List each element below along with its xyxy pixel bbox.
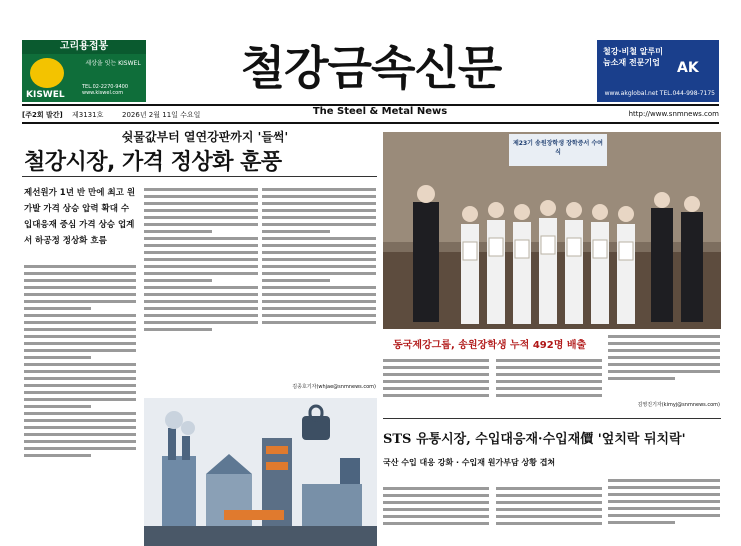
text-line (24, 391, 136, 394)
text-line (262, 202, 376, 205)
text-line (383, 380, 489, 383)
kiswel-tel: TEL.02-2270-9400 www.kiswel.com (82, 84, 129, 96)
text-line (262, 286, 376, 289)
lead-rule (22, 176, 377, 177)
text-line (262, 230, 330, 233)
text-line (383, 394, 489, 397)
text-line (262, 188, 376, 191)
kiswel-tagline: 세상을 잇는 KISWEL (85, 60, 141, 67)
text-line (24, 349, 136, 352)
text-line (24, 398, 136, 401)
text-line (24, 272, 136, 275)
text-line (262, 244, 376, 247)
text-line (608, 335, 720, 338)
text-line (262, 237, 376, 240)
text-line (608, 486, 720, 489)
info-bar (22, 108, 719, 122)
text-line (262, 300, 376, 303)
info-rule (22, 122, 719, 124)
text-line (24, 454, 91, 457)
text-line (383, 522, 489, 525)
text-line (144, 244, 258, 247)
text-line (608, 342, 720, 345)
text-line (608, 370, 720, 373)
text-line (144, 202, 258, 205)
text-line (496, 522, 602, 525)
text-line (496, 366, 602, 369)
text-line (496, 394, 602, 397)
photo-banner: 제23기 송원장학생 장학증서 수여식 (513, 140, 603, 156)
text-line (262, 195, 376, 198)
text-line (262, 272, 376, 275)
factory-illustration-svg (144, 398, 377, 546)
lead-kicker: 쉿물값부터 열연강판까지 '들썩' (121, 130, 289, 144)
text-line (262, 314, 376, 317)
text-line (262, 279, 330, 282)
text-line (24, 321, 136, 324)
photo-article-column-2 (496, 356, 602, 416)
text-line (383, 508, 489, 511)
lead-headline[interactable]: 철강시장, 가격 정상화 훈풍 (24, 150, 282, 175)
ak-logo-icon: AK (677, 60, 699, 76)
text-line (608, 507, 720, 510)
text-line (608, 363, 720, 366)
text-line (144, 230, 212, 233)
text-line (144, 188, 258, 191)
text-line (383, 515, 489, 518)
text-line (24, 405, 91, 408)
kiswel-ad[interactable] (22, 40, 146, 102)
scholarship-ceremony-photo (383, 132, 721, 329)
text-line (262, 307, 376, 310)
text-line (24, 440, 136, 443)
text-line (24, 412, 136, 415)
text-line (144, 300, 258, 303)
text-line (24, 363, 136, 366)
photo-byline: 김영진기자(kimyj@snmnews.com) (637, 402, 720, 408)
issue-number: 제3131호 (72, 111, 104, 119)
text-line (144, 209, 258, 212)
text-line (144, 314, 258, 317)
text-line (262, 265, 376, 268)
text-line (24, 447, 136, 450)
text-line (144, 307, 258, 310)
lead-byline: 김종호기자(whjae@snmnews.com) (292, 384, 376, 390)
text-line (144, 293, 258, 296)
text-line (144, 216, 258, 219)
text-line (24, 265, 136, 268)
kiswel-ad-top: 고리용접봉 (22, 40, 146, 54)
text-line (383, 494, 489, 497)
text-line (496, 508, 602, 511)
lead-subhead: 제선원가 1년 반 만에 최고 원가발 가격 상승 압력 확대 수입대응재 중심 가격 상승 업계서 하공정 정상화 흐름 (24, 188, 136, 246)
text-line (24, 419, 136, 422)
text-line (144, 223, 258, 226)
text-line (496, 494, 602, 497)
text-line (24, 342, 136, 345)
text-line (144, 279, 212, 282)
text-line (496, 487, 602, 490)
text-line (608, 493, 720, 496)
text-line (24, 377, 136, 380)
ak-ad[interactable] (597, 40, 719, 102)
text-line (383, 359, 489, 362)
text-line (496, 373, 602, 376)
text-line (608, 500, 720, 503)
text-line (262, 293, 376, 296)
kiswel-logo-icon (30, 58, 64, 88)
text-line (262, 223, 376, 226)
second-article-rule (383, 418, 721, 419)
second-headline[interactable]: STS 유통시장, 수입대응재·수입재價 '엎치락 뒤치락' (383, 432, 686, 447)
text-line (383, 387, 489, 390)
text-line (383, 487, 489, 490)
text-line (24, 426, 136, 429)
text-line (608, 514, 720, 517)
text-line (262, 258, 376, 261)
newspaper-subtitle: The Steel & Metal News (312, 106, 448, 117)
text-line (144, 286, 258, 289)
text-line (383, 373, 489, 376)
text-line (24, 314, 136, 317)
second-subhead: 국산 수입 대응 강화 · 수입재 원가부담 상황 겹쳐 (383, 458, 556, 467)
text-line (144, 251, 258, 254)
text-line (383, 501, 489, 504)
edition-label: [주2회 발간] (22, 111, 63, 119)
text-line (24, 300, 136, 303)
issue-date: 2026년 2월 11일 수요일 (122, 111, 201, 119)
kiswel-brand: KISWEL (26, 90, 65, 100)
text-line (144, 272, 258, 275)
text-line (608, 349, 720, 352)
text-line (24, 433, 136, 436)
ceremony-photo-svg (383, 132, 721, 329)
text-line (144, 265, 258, 268)
photo-article-column-1 (383, 356, 489, 416)
lead-body-column-3 (262, 185, 376, 385)
text-line (496, 501, 602, 504)
text-line (496, 387, 602, 390)
lead-body-column-1 (24, 262, 136, 546)
text-line (24, 328, 136, 331)
text-line (144, 195, 258, 198)
steel-factory-illustration (144, 398, 377, 546)
text-line (496, 380, 602, 383)
text-line (262, 321, 376, 324)
text-line (144, 321, 258, 324)
text-line (262, 251, 376, 254)
photo-article-column-3 (608, 332, 720, 404)
lead-body-column-2 (144, 185, 258, 397)
text-line (24, 335, 136, 338)
text-line (608, 377, 675, 380)
text-line (496, 359, 602, 362)
text-line (24, 370, 136, 373)
text-line (383, 366, 489, 369)
second-article-column-1 (383, 484, 489, 546)
text-line (262, 209, 376, 212)
text-line (24, 293, 136, 296)
site-url[interactable]: http://www.snmnews.com (628, 110, 719, 118)
text-line (144, 237, 258, 240)
text-line (24, 286, 136, 289)
text-line (262, 216, 376, 219)
masthead-rule (22, 104, 719, 106)
second-article-column-2 (496, 484, 602, 546)
second-article-column-3 (608, 476, 720, 546)
photo-caption-headline[interactable]: 동국제강그룹, 송원장학생 누적 492명 배출 (393, 340, 587, 351)
text-line (608, 479, 720, 482)
text-line (24, 356, 91, 359)
newspaper-title: 철강금속신문 (240, 41, 502, 95)
text-line (608, 356, 720, 359)
text-line (24, 307, 91, 310)
text-line (24, 279, 136, 282)
ak-tel: www.akglobal.net TEL.044-998-7175 (604, 90, 715, 97)
text-line (144, 258, 258, 261)
text-line (144, 328, 212, 331)
text-line (496, 515, 602, 518)
text-line (608, 521, 675, 524)
text-line (24, 384, 136, 387)
ak-ad-text: 철강·비철 알루미늄소재 전문기업 (603, 47, 663, 67)
